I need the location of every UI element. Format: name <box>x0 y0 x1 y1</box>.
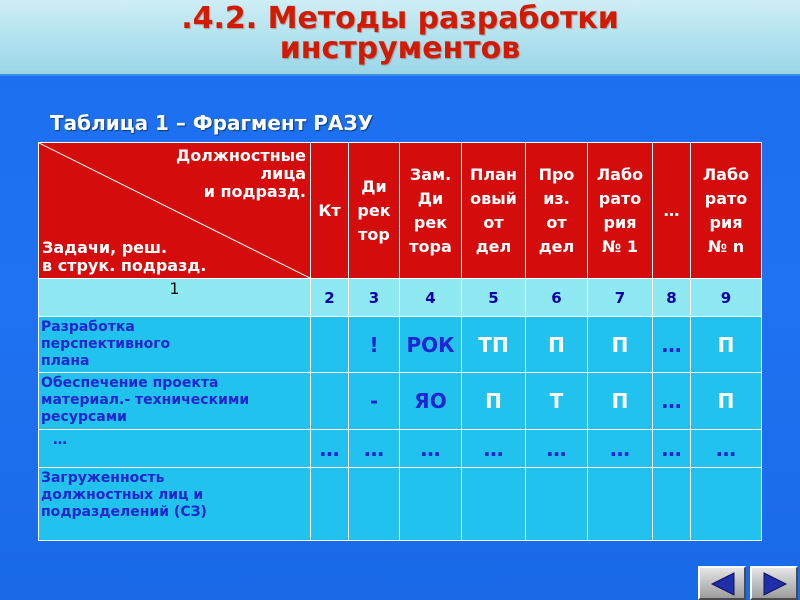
table-cell: П <box>588 317 653 373</box>
table-cell: П <box>691 373 762 430</box>
table-row <box>39 317 762 373</box>
table-cell: … <box>311 430 349 468</box>
table-cell <box>462 468 526 541</box>
table-cell: РОК <box>400 317 462 373</box>
task-cell: Обеспечение проекта материал.- техническими ресурсами <box>39 373 311 430</box>
corner-bottom-label: Задачи, реш. в струк. подразд. <box>42 238 207 275</box>
slide-title <box>0 1 800 66</box>
column-number: 2 <box>311 279 349 317</box>
table-cell <box>311 468 349 541</box>
next-slide-button[interactable] <box>750 566 798 600</box>
table-cell <box>691 468 762 541</box>
header-ellipsis: … <box>653 143 691 279</box>
header-lab-n: Лабо рато рия № n <box>691 143 762 279</box>
column-number: 3 <box>349 279 400 317</box>
prev-slide-button[interactable] <box>698 566 746 600</box>
task-cell: Разработка перспективного плана <box>39 317 311 373</box>
corner-top-label: Должностные лица и подразд. <box>175 146 306 201</box>
header-row <box>39 143 762 279</box>
table-cell: ТП <box>462 317 526 373</box>
razu-table <box>38 142 762 541</box>
column-number: 9 <box>691 279 762 317</box>
table-cell: … <box>588 430 653 468</box>
column-number: 8 <box>653 279 691 317</box>
arrow-left-icon <box>708 571 738 597</box>
table-cell: … <box>653 430 691 468</box>
header-planning-dept: План овый от дел <box>462 143 526 279</box>
table-cell: ! <box>349 317 400 373</box>
table-row <box>39 468 762 541</box>
table-cell <box>653 468 691 541</box>
table-cell: Т <box>526 373 588 430</box>
table-cell <box>400 468 462 541</box>
table-cell <box>526 468 588 541</box>
table-cell: … <box>653 373 691 430</box>
table-cell: … <box>526 430 588 468</box>
table-cell: П <box>588 373 653 430</box>
table-cell <box>311 373 349 430</box>
table-cell <box>349 468 400 541</box>
title-line-2: инструментов <box>279 31 521 66</box>
table-cell <box>588 468 653 541</box>
table-caption: Таблица 1 – Фрагмент РАЗУ <box>50 111 374 135</box>
table-cell: П <box>462 373 526 430</box>
table-cell: … <box>691 430 762 468</box>
corner-header-cell <box>39 143 311 279</box>
table-row <box>39 373 762 430</box>
title-line-1: .4.2. Методы разработки <box>181 1 619 36</box>
column-number-row <box>39 279 762 317</box>
task-cell: Загруженность должностных лиц и подразделений (СЗ) <box>39 468 311 541</box>
table-cell: ЯО <box>400 373 462 430</box>
header-deputy-director: Зам. Ди рек тора <box>400 143 462 279</box>
table-cell: … <box>462 430 526 468</box>
header-lab-1: Лабо рато рия № 1 <box>588 143 653 279</box>
column-number: 5 <box>462 279 526 317</box>
table-cell: … <box>653 317 691 373</box>
header-production-dept: Про из. от дел <box>526 143 588 279</box>
table-cell: … <box>400 430 462 468</box>
header-director: Ди рек тор <box>349 143 400 279</box>
header-kt: Кт <box>311 143 349 279</box>
column-number: 7 <box>588 279 653 317</box>
table-cell <box>311 317 349 373</box>
arrow-right-icon <box>760 571 790 597</box>
table-cell: П <box>691 317 762 373</box>
column-number: 6 <box>526 279 588 317</box>
task-cell: … <box>39 430 311 468</box>
table-row <box>39 430 762 468</box>
column-number: 4 <box>400 279 462 317</box>
table-cell: … <box>349 430 400 468</box>
column-number: 1 <box>39 279 311 317</box>
table-cell: - <box>349 373 400 430</box>
table-cell: П <box>526 317 588 373</box>
